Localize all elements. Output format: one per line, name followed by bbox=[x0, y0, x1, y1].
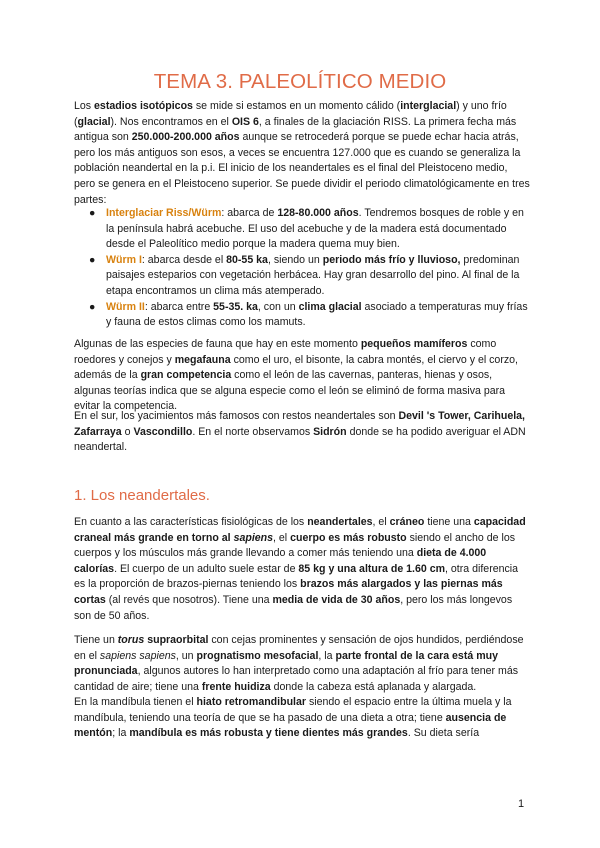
bold-term: ausencia de mentón bbox=[74, 711, 507, 740]
bold-term: neandertales bbox=[307, 516, 373, 528]
text-span: siendo el ancho de los cuerpos y los músculos más grande llevando a comer más teniendo una bbox=[74, 531, 516, 560]
text-span: o bbox=[121, 425, 134, 438]
bold-term: gran competencia bbox=[140, 369, 232, 382]
highlight-term: Würm I bbox=[106, 253, 142, 266]
text-span: como roedores y conejos y bbox=[74, 338, 497, 366]
bold-term: 55-35. ka bbox=[213, 300, 258, 313]
list-item-riss-wurm bbox=[88, 206, 528, 253]
section-heading: 1. Los neandertales. bbox=[74, 487, 210, 504]
highlight-term: Würm II bbox=[106, 300, 145, 313]
text-span: , algunos autores lo han interpretado como una adaptación al frío para tener más cantidad de aire; tiene una bbox=[74, 665, 519, 693]
text-span: Algunas de las especies de fauna que hay en este momento bbox=[74, 338, 361, 350]
bold-term: 80-55 ka bbox=[226, 253, 268, 266]
bold-term: frente huidiza bbox=[201, 680, 271, 693]
mandible-paragraph bbox=[74, 695, 530, 742]
skull-paragraph bbox=[74, 633, 530, 695]
bullet-dot: ● bbox=[89, 300, 96, 313]
bold-term: brazos más alargados y las piernas más cortas bbox=[74, 578, 503, 606]
bold-term: interglacial bbox=[400, 100, 457, 112]
bold-term: Sidrón bbox=[313, 425, 347, 438]
bold-term: supraorbital bbox=[144, 634, 209, 646]
bold-term: 85 kg y una altura de 1.60 cm bbox=[298, 562, 446, 575]
bold-term: glacial bbox=[77, 115, 111, 128]
text-span: (al revés que nosotros). Tiene una bbox=[105, 593, 273, 606]
text-span: En el sur, los yacimientos más famosos con restos neandertales son bbox=[74, 410, 399, 422]
bold-term: prognatismo mesofacial bbox=[196, 649, 319, 662]
text-span: donde se ha podido averiguar el ADN neandertal. bbox=[74, 425, 526, 454]
bold-term: clima glacial bbox=[298, 300, 362, 313]
bold-term: dieta de 4.000 calorías bbox=[74, 547, 487, 575]
text-span: . En el norte observamos bbox=[192, 425, 314, 438]
bold-term: Vascondillo bbox=[133, 425, 193, 438]
bold-term: cráneo bbox=[389, 516, 425, 528]
bold-term: mandíbula es más robusta y tiene dientes más grandes bbox=[129, 727, 408, 740]
physiology-paragraph bbox=[74, 515, 530, 624]
bold-italic-term: torus bbox=[117, 634, 145, 646]
text-span: . Su dieta sería bbox=[407, 727, 480, 740]
bold-term: media de vida de 30 años bbox=[272, 593, 401, 606]
bullet-dot: ● bbox=[89, 207, 96, 219]
text-span: . El cuerpo de un adulto suele estar de bbox=[114, 562, 299, 575]
bold-term: cuerpo es más robusto bbox=[290, 531, 407, 544]
sites-paragraph bbox=[74, 409, 530, 456]
highlight-term: Interglaciar Riss/Würm bbox=[106, 207, 222, 219]
text-span: En cuanto a las características fisiológicas de los bbox=[74, 516, 308, 528]
text-span: ; la bbox=[112, 727, 130, 740]
list-item-wurm-1 bbox=[88, 253, 528, 300]
bullet-dot: ● bbox=[89, 253, 96, 266]
bold-term: 128-80.000 años bbox=[277, 207, 359, 219]
text-span: , el bbox=[273, 531, 291, 544]
bold-term: Devil 's Tower, Carihuela, Zafarraya bbox=[74, 410, 526, 438]
bold-term: pequeños mamíferos bbox=[360, 338, 468, 350]
text-span: , un bbox=[175, 649, 197, 662]
text-span: con cejas prominentes y sensación de ojos hundidos, perdiéndose en el bbox=[74, 634, 524, 662]
bold-italic-term: sapiens bbox=[233, 531, 274, 544]
bold-term: capacidad craneal más grande en torno al bbox=[74, 516, 526, 544]
bold-term: 250.000-200.000 años bbox=[131, 131, 240, 144]
text-span: tiene una bbox=[424, 516, 474, 528]
intro-paragraph bbox=[74, 99, 530, 208]
text-span: , a finales de la glaciación RISS. La primera fecha más antigua son bbox=[74, 115, 517, 144]
text-span: aunque se retrocederá porque se puede echar hacia atrás, pero los más antiguos son esos, a veces se encuentra 127.000 que es cuando se generaliza la población neandertal en la p.i. El inicio de los neandertales es el final del Pleistoceno medio, pero se genera en el Pleistoceno superior. Se puede dividir el periodo climatológicamente en tres partes: bbox=[74, 131, 530, 206]
text-span: predominan paisajes esteparios con vegetación herbácea. Hay gran desarrollo del pino. Al final de la etapa encontramos un clima más atemperado. bbox=[106, 253, 520, 297]
italic-term: sapiens sapiens bbox=[99, 649, 176, 662]
text-span: , otra diferencia es la proporción de brazos-piernas teniendo los bbox=[74, 562, 519, 591]
list-item-wurm-2 bbox=[88, 300, 528, 331]
bold-term: parte frontal de la cara está muy pronunciada bbox=[74, 649, 498, 678]
text-span: como el uro, el bisonte, la cabra montés, el ciervo y el corzo, además de la bbox=[74, 353, 518, 382]
text-span: como el león de las cavernas, panteras, hienas y osos, algunas teorías indica que se alguna especie como el león se eliminó de forma masiva para evitar la competencia. bbox=[74, 369, 506, 413]
text-span: Los bbox=[74, 100, 95, 112]
text-span: : abarca desde el bbox=[141, 253, 227, 266]
text-span: donde la cabeza está aplanada y alargada. bbox=[270, 680, 477, 693]
bold-term: estadios isotópicos bbox=[94, 100, 193, 112]
page-number: 1 bbox=[518, 798, 525, 810]
text-span: Tiene un bbox=[74, 634, 118, 646]
text-span: , pero los más longevos son de 50 años. bbox=[74, 593, 513, 622]
page-title: TEMA 3. PALEOLÍTICO MEDIO bbox=[153, 70, 447, 93]
text-span: : abarca entre bbox=[144, 300, 214, 313]
text-span: . Tendremos bosques de roble y en la península habrá acebuche. El uso del acebuche y de la madera está documentado desde el Paleolítico medio porque la madera quema muy bien. bbox=[106, 207, 524, 251]
text-span: , el bbox=[372, 516, 390, 528]
text-span: siendo el espacio entre la última muela y la mandíbula, teniendo una teoría de que se ha pasado de una dieta a otra; tiene bbox=[74, 696, 512, 724]
bold-term: periodo más frío y lluvioso, bbox=[322, 253, 461, 266]
bold-term: OIS 6 bbox=[231, 115, 259, 128]
text-span: ). Nos encontramos en el bbox=[110, 115, 232, 128]
bold-term: megafauna bbox=[174, 353, 231, 366]
text-span: , con un bbox=[257, 300, 299, 313]
bold-term: hiato retromandibular bbox=[196, 696, 306, 708]
text-span: En la mandíbula tienen el bbox=[74, 696, 197, 708]
text-span: ) y uno frío ( bbox=[74, 100, 507, 128]
text-span: : abarca de bbox=[221, 207, 278, 219]
fauna-paragraph bbox=[74, 337, 530, 415]
text-span: se mide si estamos en un momento cálido ( bbox=[192, 100, 401, 112]
text-span: asociado a temperaturas muy frías y fauna de estos climas como los mamuts. bbox=[106, 300, 528, 329]
text-span: , siendo un bbox=[267, 253, 323, 266]
climate-periods-list bbox=[88, 206, 528, 331]
text-span: , la bbox=[318, 649, 336, 662]
